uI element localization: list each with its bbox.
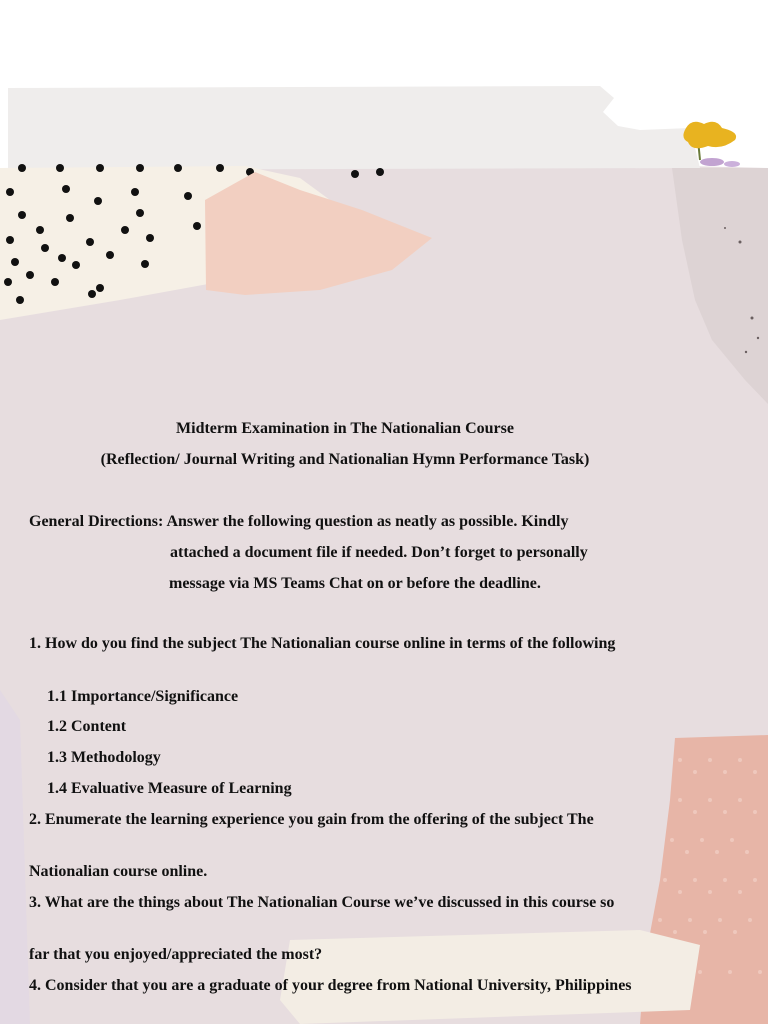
question-3-part-a: 3. What are the things about The Nationalian Course we’ve discussed in this course so [29, 894, 615, 911]
exam-subtitle: (Reflection/ Journal Writing and Nationalian Hymn Performance Task) [100, 451, 590, 468]
question-2-part-b: Nationalian course online. [29, 863, 208, 880]
question-1-3: 1.3 Methodology [47, 749, 161, 766]
directions-line-2: attached a document file if needed. Don’t forget to personally [170, 544, 588, 561]
question-1: 1. How do you find the subject The Nationalian course online in terms of the following [29, 635, 616, 652]
question-1-2: 1.2 Content [47, 718, 127, 735]
question-1-1: 1.1 Importance/Significance [47, 688, 239, 705]
question-4-part-a: 4. Consider that you are a graduate of your degree from National University, Philippines [29, 977, 632, 994]
question-1-4: 1.4 Evaluative Measure of Learning [47, 780, 292, 797]
directions-line-1: General Directions: Answer the following question as neatly as possible. Kindly [29, 513, 569, 530]
question-3-part-b: far that you enjoyed/appreciated the most? [29, 946, 323, 963]
question-2-part-a: 2. Enumerate the learning experience you gain from the offering of the subject The [29, 811, 594, 828]
directions-line-3: message via MS Teams Chat on or before the deadline. [169, 575, 541, 592]
exam-title: Midterm Examination in The Nationalian Course [176, 420, 514, 437]
